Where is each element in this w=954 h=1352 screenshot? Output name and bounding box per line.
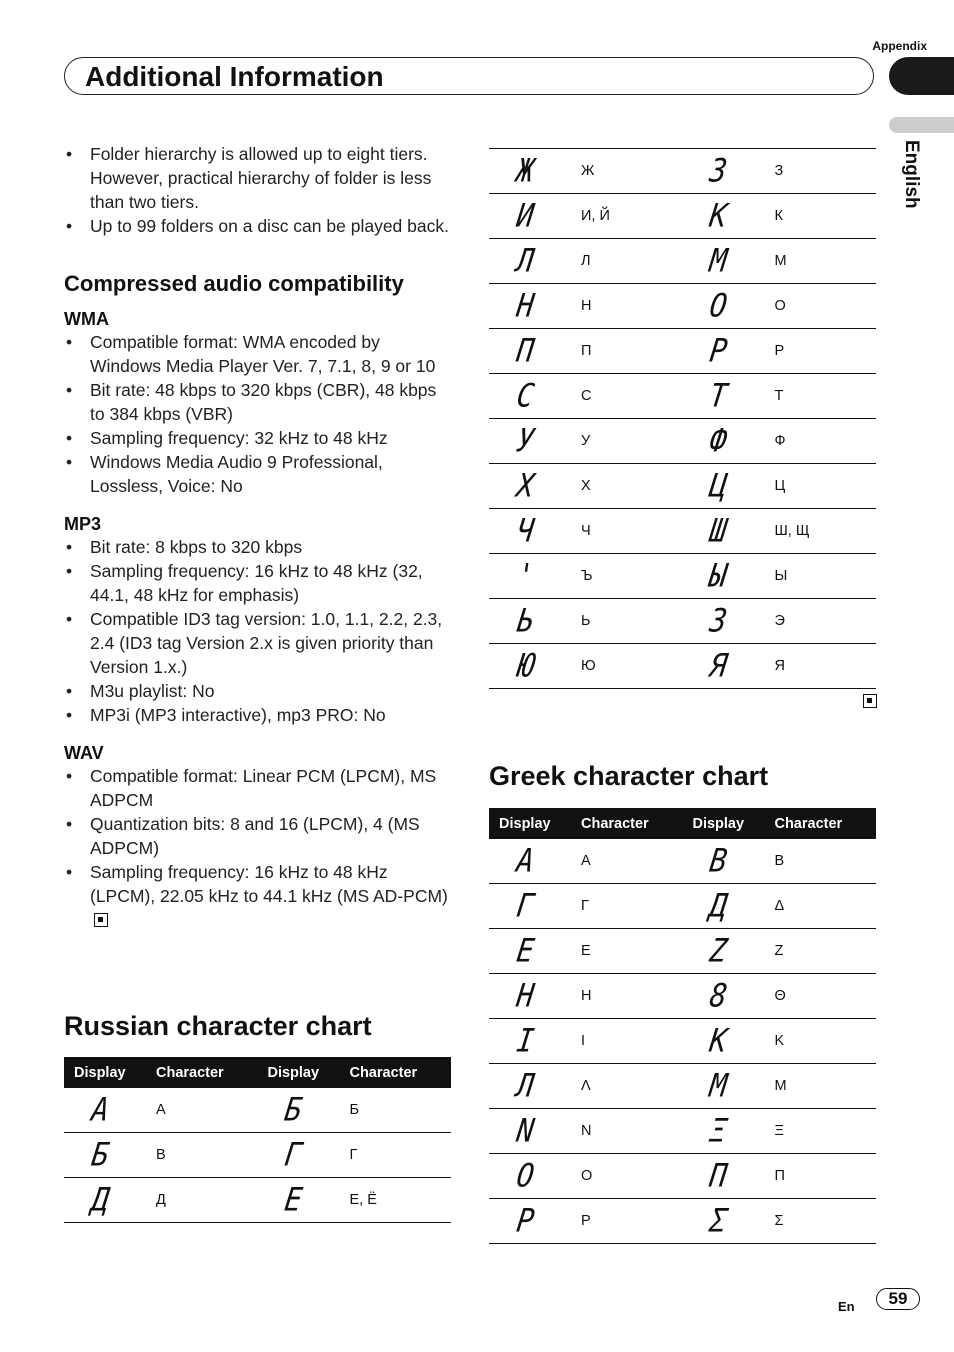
- character-cell: Д: [146, 1178, 258, 1223]
- table-row: [64, 1088, 451, 1133]
- wav-bullets: [64, 764, 454, 932]
- table-row: [489, 284, 876, 329]
- display-glyph-cell: [489, 374, 571, 419]
- lcd-glyph: P: [514, 1201, 536, 1240]
- column-header: Character: [571, 808, 683, 839]
- character-cell: Л: [571, 239, 683, 284]
- display-glyph-cell: [682, 929, 764, 974]
- display-glyph-cell: [489, 1199, 571, 1244]
- left-column: [64, 142, 454, 932]
- character-cell: Ю: [571, 644, 683, 689]
- character-cell: B: [764, 839, 876, 884]
- display-glyph-cell: [489, 884, 571, 929]
- lcd-glyph: E: [514, 931, 536, 970]
- russian-chart-table: [64, 1057, 451, 1223]
- character-cell: Z: [764, 929, 876, 974]
- table-row: [489, 929, 876, 974]
- character-cell: У: [571, 419, 683, 464]
- character-cell: E: [571, 929, 683, 974]
- table-row: [64, 1178, 451, 1223]
- character-cell: Π: [764, 1154, 876, 1199]
- display-glyph-cell: [257, 1088, 339, 1133]
- bullet-item: • Compatible format: WMA encoded by Windows Media Player Ver. 7, 7.1, 8, 9 or 10: [64, 330, 454, 378]
- display-glyph-cell: [682, 149, 764, 194]
- lcd-glyph: П: [707, 1156, 730, 1195]
- display-glyph-cell: [489, 1019, 571, 1064]
- lcd-glyph: 8: [707, 976, 730, 1015]
- lcd-glyph: М: [707, 241, 730, 280]
- display-glyph-cell: [64, 1133, 146, 1178]
- display-glyph-cell: [682, 1019, 764, 1064]
- display-glyph-cell: [489, 974, 571, 1019]
- greek-chart-table: [489, 808, 876, 1244]
- bullet-item: • Bit rate: 48 kbps to 320 kbps (CBR), 48 kbps to 384 kbps (VBR): [64, 378, 454, 426]
- table-row: [489, 884, 876, 929]
- character-cell: Х: [571, 464, 683, 509]
- display-glyph-cell: [682, 419, 764, 464]
- lcd-glyph: ': [514, 556, 536, 595]
- character-cell: О: [764, 284, 876, 329]
- character-cell: З: [764, 149, 876, 194]
- display-glyph-cell: [682, 239, 764, 284]
- lcd-glyph: Х: [514, 466, 536, 505]
- end-mark-icon: [94, 913, 108, 927]
- lcd-glyph: H: [514, 976, 536, 1015]
- table-row: [489, 1019, 876, 1064]
- wav-heading: WAV: [64, 743, 104, 763]
- bullet-item: • Up to 99 folders on a disc can be played back.: [64, 214, 454, 238]
- table-header-row: [489, 808, 876, 839]
- character-cell: N: [571, 1109, 683, 1154]
- lcd-glyph: Ч: [514, 511, 536, 550]
- lcd-glyph: Ц: [707, 466, 730, 505]
- bullet-item: • Sampling frequency: 16 kHz to 48 kHz (LPCM), 22.05 kHz to 44.1 kHz (MS AD-PCM): [64, 860, 454, 932]
- table-row: [489, 464, 876, 509]
- lcd-glyph: I: [514, 1021, 536, 1060]
- lcd-glyph: B: [707, 841, 730, 880]
- lcd-glyph: N: [514, 1111, 536, 1150]
- footer-language: En: [838, 1299, 855, 1314]
- character-cell: Г: [339, 1133, 451, 1178]
- character-cell: M: [764, 1064, 876, 1109]
- lcd-glyph: Ю: [514, 646, 536, 685]
- character-cell: Р: [764, 329, 876, 374]
- table-header-row: [64, 1057, 451, 1088]
- language-label: English: [901, 140, 922, 209]
- table-row: [489, 839, 876, 884]
- lcd-glyph: 3: [707, 601, 730, 640]
- character-cell: O: [571, 1154, 683, 1199]
- display-glyph-cell: [682, 644, 764, 689]
- lcd-glyph: Б: [282, 1090, 305, 1129]
- lcd-glyph: E: [282, 1180, 305, 1219]
- russian-chart-title: Russian character chart: [64, 1011, 372, 1041]
- display-glyph-cell: [682, 839, 764, 884]
- lcd-glyph: П: [514, 331, 536, 370]
- bullet-item: • Sampling frequency: 32 kHz to 48 kHz: [64, 426, 454, 450]
- character-cell: Т: [764, 374, 876, 419]
- character-cell: И, Й: [571, 194, 683, 239]
- lcd-glyph: Г: [514, 886, 536, 925]
- character-cell: Ж: [571, 149, 683, 194]
- display-glyph-cell: [489, 1064, 571, 1109]
- column-header: Display: [64, 1057, 146, 1088]
- mp3-bullets: [64, 535, 454, 727]
- lcd-glyph: Ш: [707, 511, 730, 550]
- lcd-glyph: M: [707, 1066, 730, 1105]
- display-glyph-cell: [682, 599, 764, 644]
- display-glyph-cell: [257, 1133, 339, 1178]
- table-row: [489, 1109, 876, 1154]
- bullet-item: • Bit rate: 8 kbps to 320 kbps: [64, 535, 454, 559]
- character-cell: Σ: [764, 1199, 876, 1244]
- table-row: [489, 239, 876, 284]
- character-cell: Ь: [571, 599, 683, 644]
- character-cell: Θ: [764, 974, 876, 1019]
- display-glyph-cell: [489, 194, 571, 239]
- table-row: [489, 644, 876, 689]
- character-cell: Ш, Щ: [764, 509, 876, 554]
- section-tab: [889, 117, 954, 133]
- page-number: 59: [876, 1288, 920, 1310]
- display-glyph-cell: [489, 149, 571, 194]
- russian-chart-table-continued: [489, 148, 876, 689]
- lcd-glyph: Т: [707, 376, 730, 415]
- table-row: [489, 554, 876, 599]
- display-glyph-cell: [489, 644, 571, 689]
- lcd-glyph: Ξ: [707, 1111, 730, 1150]
- display-glyph-cell: [682, 329, 764, 374]
- column-header: Display: [682, 808, 764, 839]
- table-row: [489, 1199, 876, 1244]
- bullet-item: • M3u playlist: No: [64, 679, 454, 703]
- display-glyph-cell: [682, 374, 764, 419]
- lcd-glyph: К: [707, 196, 730, 235]
- display-glyph-cell: [682, 554, 764, 599]
- table-row: [489, 149, 876, 194]
- table-row: [489, 974, 876, 1019]
- intro-bullets: [64, 142, 454, 238]
- character-cell: Ц: [764, 464, 876, 509]
- character-cell: М: [764, 239, 876, 284]
- display-glyph-cell: [682, 1199, 764, 1244]
- greek-chart-title: Greek character chart: [489, 761, 769, 791]
- column-header: Character: [764, 808, 876, 839]
- lcd-glyph: Ы: [707, 556, 730, 595]
- bullet-item: • Windows Media Audio 9 Professional, Lossless, Voice: No: [64, 450, 454, 498]
- display-glyph-cell: [489, 239, 571, 284]
- lcd-glyph: A: [514, 841, 536, 880]
- character-cell: Ξ: [764, 1109, 876, 1154]
- appendix-label: Appendix: [872, 39, 927, 53]
- section-tab-active: [889, 57, 954, 95]
- display-glyph-cell: [489, 929, 571, 974]
- character-cell: Γ: [571, 884, 683, 929]
- lcd-glyph: Z: [707, 931, 730, 970]
- lcd-glyph: O: [514, 1156, 536, 1195]
- display-glyph-cell: [489, 509, 571, 554]
- lcd-glyph: K: [707, 1021, 730, 1060]
- display-glyph-cell: [489, 1154, 571, 1199]
- character-cell: Я: [764, 644, 876, 689]
- lcd-glyph: Л: [514, 241, 536, 280]
- wma-heading: WMA: [64, 309, 109, 329]
- compat-heading: Compressed audio compatibility: [64, 271, 404, 296]
- bullet-item: • MP3i (MP3 interactive), mp3 PRO: No: [64, 703, 454, 727]
- lcd-glyph: Σ: [707, 1201, 730, 1240]
- display-glyph-cell: [682, 974, 764, 1019]
- column-header: Display: [257, 1057, 339, 1088]
- display-glyph-cell: [489, 464, 571, 509]
- section-header: [64, 57, 874, 95]
- lcd-glyph: A: [89, 1090, 111, 1129]
- display-glyph-cell: [489, 329, 571, 374]
- display-glyph-cell: [682, 1064, 764, 1109]
- character-cell: В: [146, 1133, 258, 1178]
- lcd-glyph: Д: [707, 886, 730, 925]
- lcd-glyph: С: [514, 376, 536, 415]
- lcd-glyph: Д: [89, 1180, 111, 1219]
- character-cell: Ъ: [571, 554, 683, 599]
- display-glyph-cell: [64, 1178, 146, 1223]
- column-header: Character: [339, 1057, 451, 1088]
- end-mark-icon: [863, 694, 877, 708]
- table-row: [489, 1064, 876, 1109]
- display-glyph-cell: [489, 839, 571, 884]
- bullet-item: • Compatible format: Linear PCM (LPCM), MS ADPCM: [64, 764, 454, 812]
- character-cell: I: [571, 1019, 683, 1064]
- bullet-item: • Sampling frequency: 16 kHz to 48 kHz (32, 44.1, 48 kHz for emphasis): [64, 559, 454, 607]
- character-cell: С: [571, 374, 683, 419]
- lcd-glyph: Ь: [514, 601, 536, 640]
- mp3-heading: MP3: [64, 514, 102, 534]
- table-row: [489, 329, 876, 374]
- bullet-item: • Quantization bits: 8 and 16 (LPCM), 4 (MS ADPCM): [64, 812, 454, 860]
- display-glyph-cell: [682, 1109, 764, 1154]
- column-header: Display: [489, 808, 571, 839]
- display-glyph-cell: [682, 884, 764, 929]
- table-row: [489, 509, 876, 554]
- display-glyph-cell: [682, 284, 764, 329]
- display-glyph-cell: [489, 284, 571, 329]
- character-cell: H: [571, 974, 683, 1019]
- lcd-glyph: Ж: [514, 151, 536, 190]
- character-cell: Э: [764, 599, 876, 644]
- character-cell: Б: [339, 1088, 451, 1133]
- display-glyph-cell: [489, 599, 571, 644]
- display-glyph-cell: [489, 419, 571, 464]
- display-glyph-cell: [682, 1154, 764, 1199]
- character-cell: А: [146, 1088, 258, 1133]
- column-header: Character: [146, 1057, 258, 1088]
- table-row: [489, 599, 876, 644]
- lcd-glyph: Б: [89, 1135, 111, 1174]
- lcd-glyph: Л: [514, 1066, 536, 1105]
- character-cell: A: [571, 839, 683, 884]
- display-glyph-cell: [489, 1109, 571, 1154]
- display-glyph-cell: [257, 1178, 339, 1223]
- lcd-glyph: И: [514, 196, 536, 235]
- character-cell: Н: [571, 284, 683, 329]
- character-cell: Λ: [571, 1064, 683, 1109]
- lcd-glyph: Ф: [707, 421, 730, 460]
- lcd-glyph: 3: [707, 151, 730, 190]
- lcd-glyph: Я: [707, 646, 730, 685]
- end-mark: [859, 694, 877, 712]
- table-row: [489, 1154, 876, 1199]
- character-cell: Е, Ё: [339, 1178, 451, 1223]
- lcd-glyph: Г: [282, 1135, 305, 1174]
- display-glyph-cell: [682, 464, 764, 509]
- display-glyph-cell: [682, 509, 764, 554]
- table-row: [489, 419, 876, 464]
- table-row: [489, 194, 876, 239]
- display-glyph-cell: [489, 554, 571, 599]
- lcd-glyph: Н: [514, 286, 536, 325]
- lcd-glyph: О: [707, 286, 730, 325]
- character-cell: Ч: [571, 509, 683, 554]
- display-glyph-cell: [64, 1088, 146, 1133]
- wma-bullets: [64, 330, 454, 498]
- character-cell: Ы: [764, 554, 876, 599]
- bullet-item: • Compatible ID3 tag version: 1.0, 1.1, 2.2, 2.3, 2.4 (ID3 tag Version 2.x is given priority than Version 1.x.): [64, 607, 454, 679]
- character-cell: P: [571, 1199, 683, 1244]
- character-cell: К: [764, 194, 876, 239]
- character-cell: Ф: [764, 419, 876, 464]
- table-row: [489, 374, 876, 419]
- language-tab: [892, 140, 928, 230]
- section-title: Additional Information: [85, 61, 384, 92]
- character-cell: K: [764, 1019, 876, 1064]
- lcd-glyph: Р: [707, 331, 730, 370]
- lcd-glyph: У: [514, 421, 536, 460]
- display-glyph-cell: [682, 194, 764, 239]
- bullet-item: • Folder hierarchy is allowed up to eight tiers. However, practical hierarchy of folder is less than two tiers.: [64, 142, 454, 214]
- character-cell: Δ: [764, 884, 876, 929]
- character-cell: П: [571, 329, 683, 374]
- table-row: [64, 1133, 451, 1178]
